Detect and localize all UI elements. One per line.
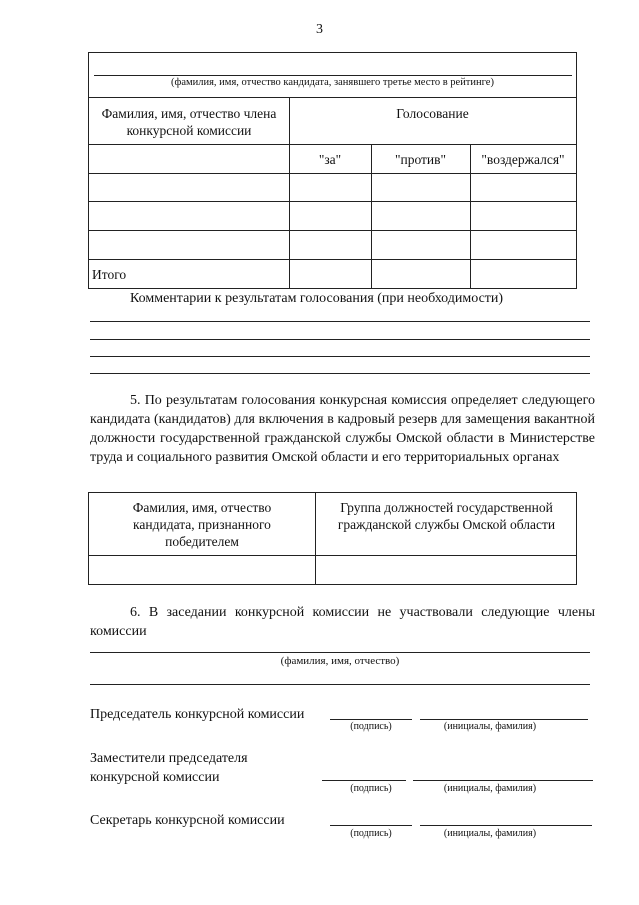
initials-caption: (инициалы, фамилия) bbox=[443, 721, 537, 732]
secretary-signature-line[interactable] bbox=[330, 825, 412, 826]
section-6-text: 6. В заседании конкурсной комиссии не участвовали следующие члены комиссии bbox=[90, 605, 595, 639]
signature-caption: (подпись) bbox=[350, 828, 392, 839]
comment-line[interactable] bbox=[90, 373, 590, 374]
member-column-header: Фамилия, имя, отчество члена конкурсной комиссии bbox=[101, 106, 277, 138]
absent-members-caption: (фамилия, имя, отчество) bbox=[280, 655, 400, 667]
initials-caption: (инициалы, фамилия) bbox=[443, 783, 537, 794]
section-5-text: 5. По результатам голосования конкурсная комиссия определяет следующего кандидата (кандидатов) для включения в кадровый резерв для замещения вакантной должности государственной гражданской службы Омской области в Министерстве труда и социального развития Омской области и его территориальных органах bbox=[90, 393, 595, 465]
deputies-name-line[interactable] bbox=[413, 780, 593, 781]
candidate-caption: (фамилия, имя, отчество кандидата, занявшего третье место в рейтинге) bbox=[171, 77, 494, 88]
deputies-signature-line[interactable] bbox=[322, 780, 406, 781]
initials-caption: (инициалы, фамилия) bbox=[443, 828, 537, 839]
comments-label: Комментарии к результатам голосования (при необходимости) bbox=[130, 291, 504, 306]
total-label: Итого bbox=[92, 267, 127, 282]
signature-caption: (подпись) bbox=[350, 783, 392, 794]
signature-caption: (подпись) bbox=[350, 721, 392, 732]
chairman-label: Председатель конкурсной комиссии bbox=[90, 707, 305, 722]
page-number: 3 bbox=[316, 22, 323, 37]
vote-abstained-header: "воздержался" bbox=[481, 152, 565, 167]
comment-line[interactable] bbox=[90, 339, 590, 340]
candidate-name-line[interactable] bbox=[94, 75, 572, 76]
secretary-name-line[interactable] bbox=[420, 825, 592, 826]
voting-column-header: Голосование bbox=[396, 106, 469, 121]
vote-against-header: "против" bbox=[394, 152, 447, 167]
absent-members-line[interactable] bbox=[90, 684, 590, 685]
secretary-label: Секретарь конкурсной комиссии bbox=[90, 813, 285, 828]
comment-line[interactable] bbox=[90, 321, 590, 322]
chairman-name-line[interactable] bbox=[420, 719, 588, 720]
winner-name-header: Фамилия, имя, отчество кандидата, признанного победителем bbox=[132, 500, 272, 549]
vote-for-header: "за" bbox=[318, 152, 342, 167]
chairman-signature-line[interactable] bbox=[330, 719, 412, 720]
position-group-header: Группа должностей государственной гражданской службы Омской области bbox=[337, 500, 556, 532]
voting-table bbox=[88, 52, 577, 289]
comment-line[interactable] bbox=[90, 356, 590, 357]
absent-members-line[interactable] bbox=[90, 652, 590, 653]
winner-table bbox=[88, 492, 577, 585]
deputies-label: Заместители председателя конкурсной комиссии bbox=[90, 751, 248, 785]
